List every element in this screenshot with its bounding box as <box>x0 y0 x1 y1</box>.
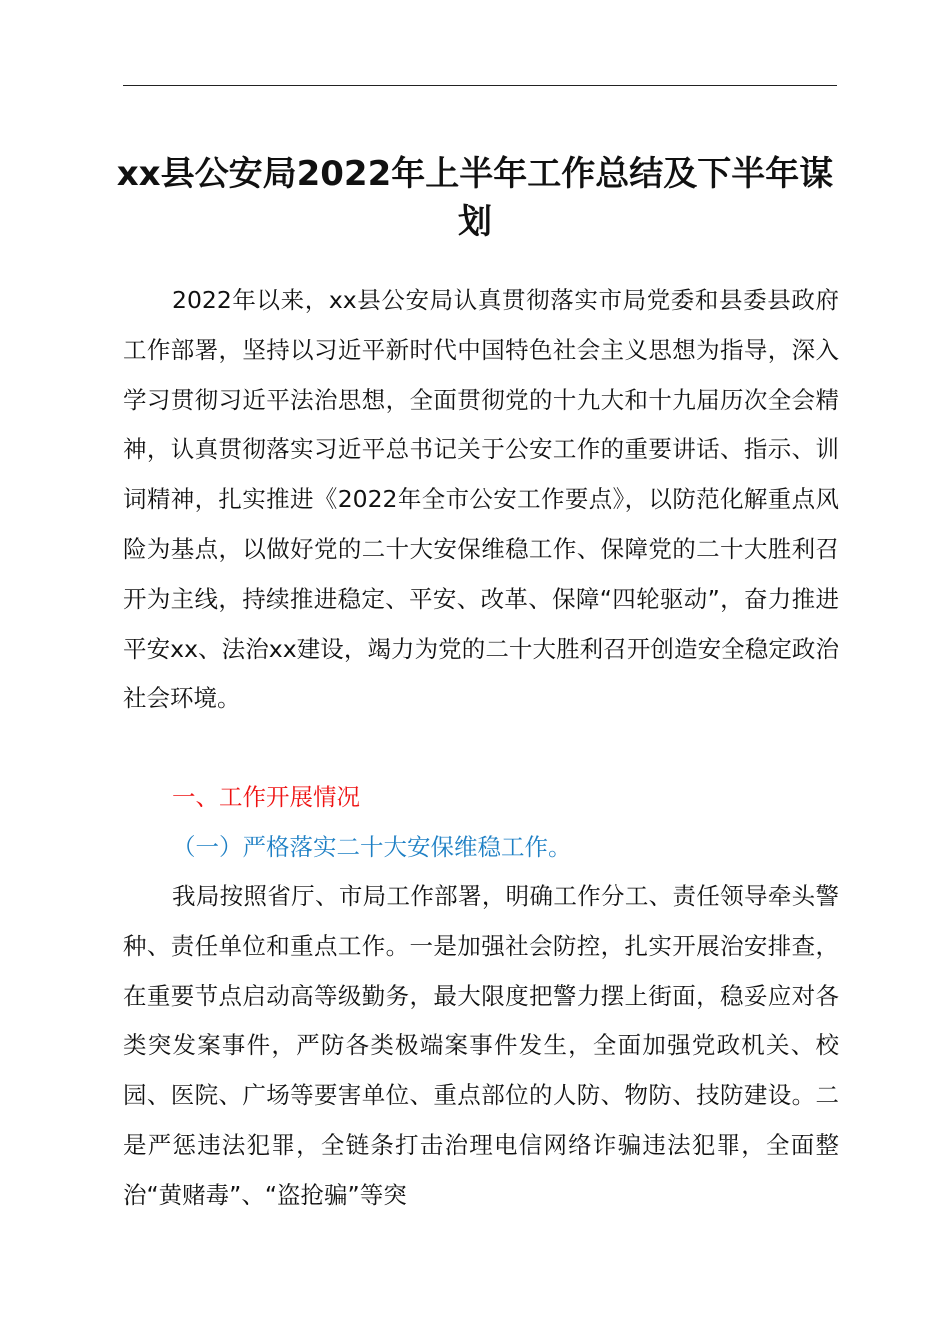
document-title: xx县公安局2022年上半年工作总结及下半年谋划 <box>116 154 834 242</box>
section-heading-work-status: 一、工作开展情况 <box>172 783 360 811</box>
subsection-heading-security: （一）严格落实二十大安保维稳工作。 <box>172 833 572 861</box>
intro-paragraph: 2022年以来，xx县公安局认真贯彻落实市局党委和县委县政府工作部署，坚持以习近平新时代中国特色社会主义思想为指导，深入学习贯彻习近平法治思想，全面贯彻党的十九大和十九届历次全会精神，认真贯彻落实习近平总书记关于公安工作的重要讲话、指示、训词精神，扎实推进《2022年全市公安工作要点》，以防范化解重点风险为基点，以做好党的二十大安保维稳工作、保障党的二十大胜利召开为主线，持续推进稳定、平安、改革、保障“四轮驱动”，奋力推进平安xx、法治xx建设，竭力为党的二十大胜利召开创造安全稳定政治社会环境。 <box>123 286 839 713</box>
subsection-paragraph: 我局按照省厅、市局工作部署，明确工作分工、责任领导牵头警种、责任单位和重点工作。一是加强社会防控，扎实开展治安排查，在重要节点启动高等级勤务，最大限度把警力摆上街面，稳妥应对各类突发案事件，严防各类极端案事件发生，全面加强党政机关、校园、医院、广场等要害单位、重点部位的人防、物防、技防建设。二是严惩违法犯罪，全链条打击治理电信网络诈骗违法犯罪，全面整治“黄赌毒”、“盗抢骗”等突 <box>123 882 839 1209</box>
header-rule <box>123 85 837 86</box>
